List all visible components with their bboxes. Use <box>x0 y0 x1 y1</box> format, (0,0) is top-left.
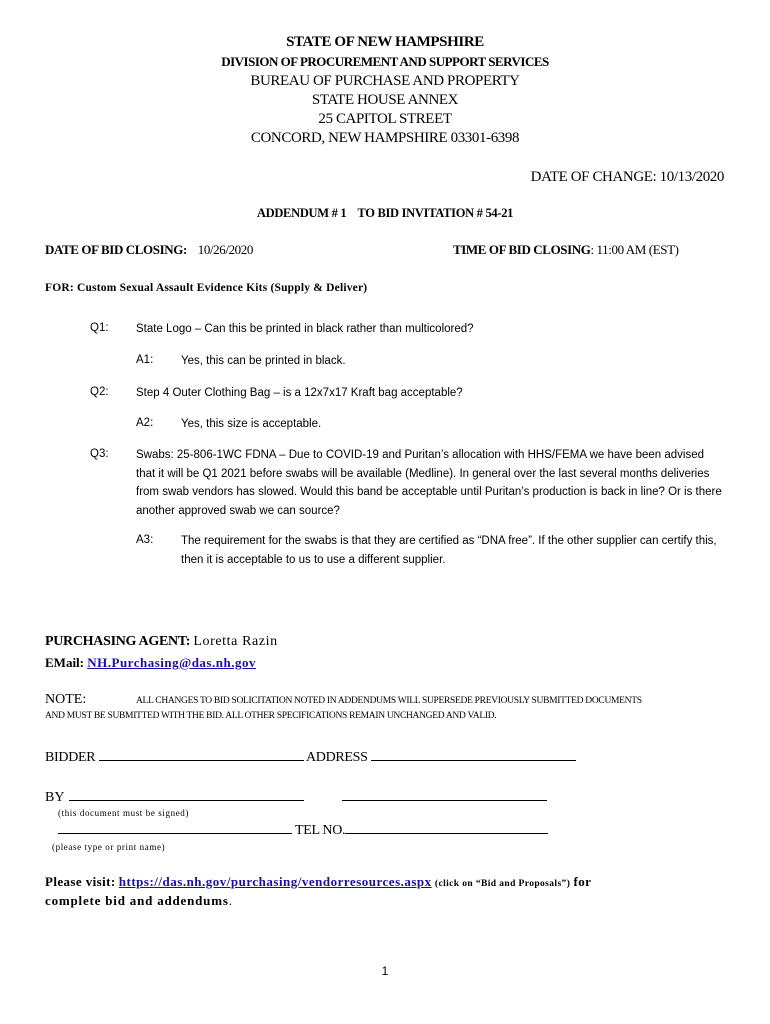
bidder-row <box>45 750 576 766</box>
for-value: Custom Sexual Assault Evidence Kits (Supply & Deliver) <box>76 282 368 294</box>
title-input-line[interactable] <box>342 800 547 801</box>
print-name-input-line[interactable] <box>58 833 292 834</box>
bid-closing-date-value: 10/26/2020 <box>197 242 253 257</box>
complete-text: complete bid and addendums <box>45 893 229 908</box>
header-building: STATE HOUSE ANNEX <box>311 92 459 108</box>
tel-label: TEL NO. <box>294 823 346 838</box>
a1-text: Yes, this can be printed in black. <box>181 355 346 367</box>
bid-closing-time-label: TIME OF BID CLOSING <box>453 242 591 257</box>
note-line2: AND MUST BE SUBMITTED WITH THE BID. ALL OTHER SPECIFICATIONS REMAIN UNCHANGED AND VALID. <box>45 711 497 721</box>
addendum-title: ADDENDUM # 1 TO BID INVITATION # 54-21 <box>256 206 514 220</box>
header-city: CONCORD, NEW HAMPSHIRE 03301-6398 <box>250 130 520 146</box>
note-label: NOTE: <box>45 692 87 707</box>
tel-input-line[interactable] <box>345 833 548 834</box>
by-row <box>45 790 547 806</box>
print-name-row <box>58 823 548 839</box>
header-division: DIVISION OF PROCUREMENT AND SUPPORT SERVICES <box>221 54 549 69</box>
email-label: EMail: <box>45 655 84 670</box>
agent-name: Loretta Razin <box>193 634 278 649</box>
bidder-input-line[interactable] <box>99 760 304 761</box>
signature-input-line[interactable] <box>69 800 304 801</box>
by-label: BY <box>45 790 64 805</box>
bid-closing-time-value: : 11:00 AM (EST) <box>590 242 679 257</box>
bidder-label: BIDDER <box>45 750 96 765</box>
note-line1: ALL CHANGES TO BID SOLICITATION NOTED IN ADDENDUMS WILL SUPERSEDE PREVIOUSLY SUBMITTED DOCUMENTS <box>136 696 642 706</box>
purchasing-agent <box>45 634 278 650</box>
complete-line <box>45 893 232 909</box>
q3-text: Swabs: 25-806-1WC FDNA – Due to COVID-19 and Puritan’s allocation with HHS/FEMA we have been advised that it will be Q1 2021 before swabs will be available (Medline). In general over the last several months deliveries from swab vendors has slowed. Would this band be acceptable until Puritan’s production is back in line? Or is there another approved swab we can source? <box>136 449 722 517</box>
a3-text: The requirement for the swabs is that they are certified as “DNA free”. If the other supplier can certify this, then it is acceptable to us to use a different supplier. <box>181 535 717 566</box>
for-word: for <box>573 874 592 889</box>
a2-text: Yes, this size is acceptable. <box>181 418 322 430</box>
visit-line <box>45 874 591 890</box>
a2-label: A2: <box>136 417 154 429</box>
email-link[interactable]: NH.Purchasing@das.nh.gov <box>87 655 256 670</box>
q3-label: Q3: <box>90 448 109 460</box>
agent-email-line <box>45 655 256 671</box>
bid-closing-time <box>453 242 679 258</box>
address-input-line[interactable] <box>371 760 576 761</box>
q2-text: Step 4 Outer Clothing Bag – is a 12x7x17 Kraft bag acceptable? <box>136 387 463 399</box>
vendor-resources-link[interactable]: https://das.nh.gov/purchasing/vendorresources.aspx <box>118 874 432 889</box>
header-street: 25 CAPITOL STREET <box>318 111 452 127</box>
for-label: FOR: <box>45 282 74 294</box>
a3-label: A3: <box>136 534 154 546</box>
for-line <box>45 282 367 294</box>
header-bureau: BUREAU OF PURCHASE AND PROPERTY <box>250 73 520 89</box>
signed-note: (this document must be signed) <box>58 808 189 818</box>
date-of-change: DATE OF CHANGE: 10/13/2020 <box>530 169 724 185</box>
a1-label: A1: <box>136 354 154 366</box>
complete-period: . <box>228 893 232 908</box>
q1-label: Q1: <box>90 322 109 334</box>
print-note: (please type or print name) <box>52 842 166 852</box>
q1-text: State Logo – Can this be printed in black rather than multicolored? <box>136 323 474 335</box>
header-state: STATE OF NEW HAMPSHIRE <box>286 34 484 50</box>
bid-closing-date <box>45 242 253 258</box>
bid-closing-date-label: DATE OF BID CLOSING: <box>45 242 187 257</box>
agent-label: PURCHASING AGENT: <box>45 634 191 649</box>
click-note: (click on “Bid and Proposals”) <box>434 879 571 889</box>
page-number: 1 <box>381 964 389 978</box>
visit-label: Please visit: <box>45 874 116 889</box>
address-label: ADDRESS <box>305 750 368 765</box>
q2-label: Q2: <box>90 386 109 398</box>
